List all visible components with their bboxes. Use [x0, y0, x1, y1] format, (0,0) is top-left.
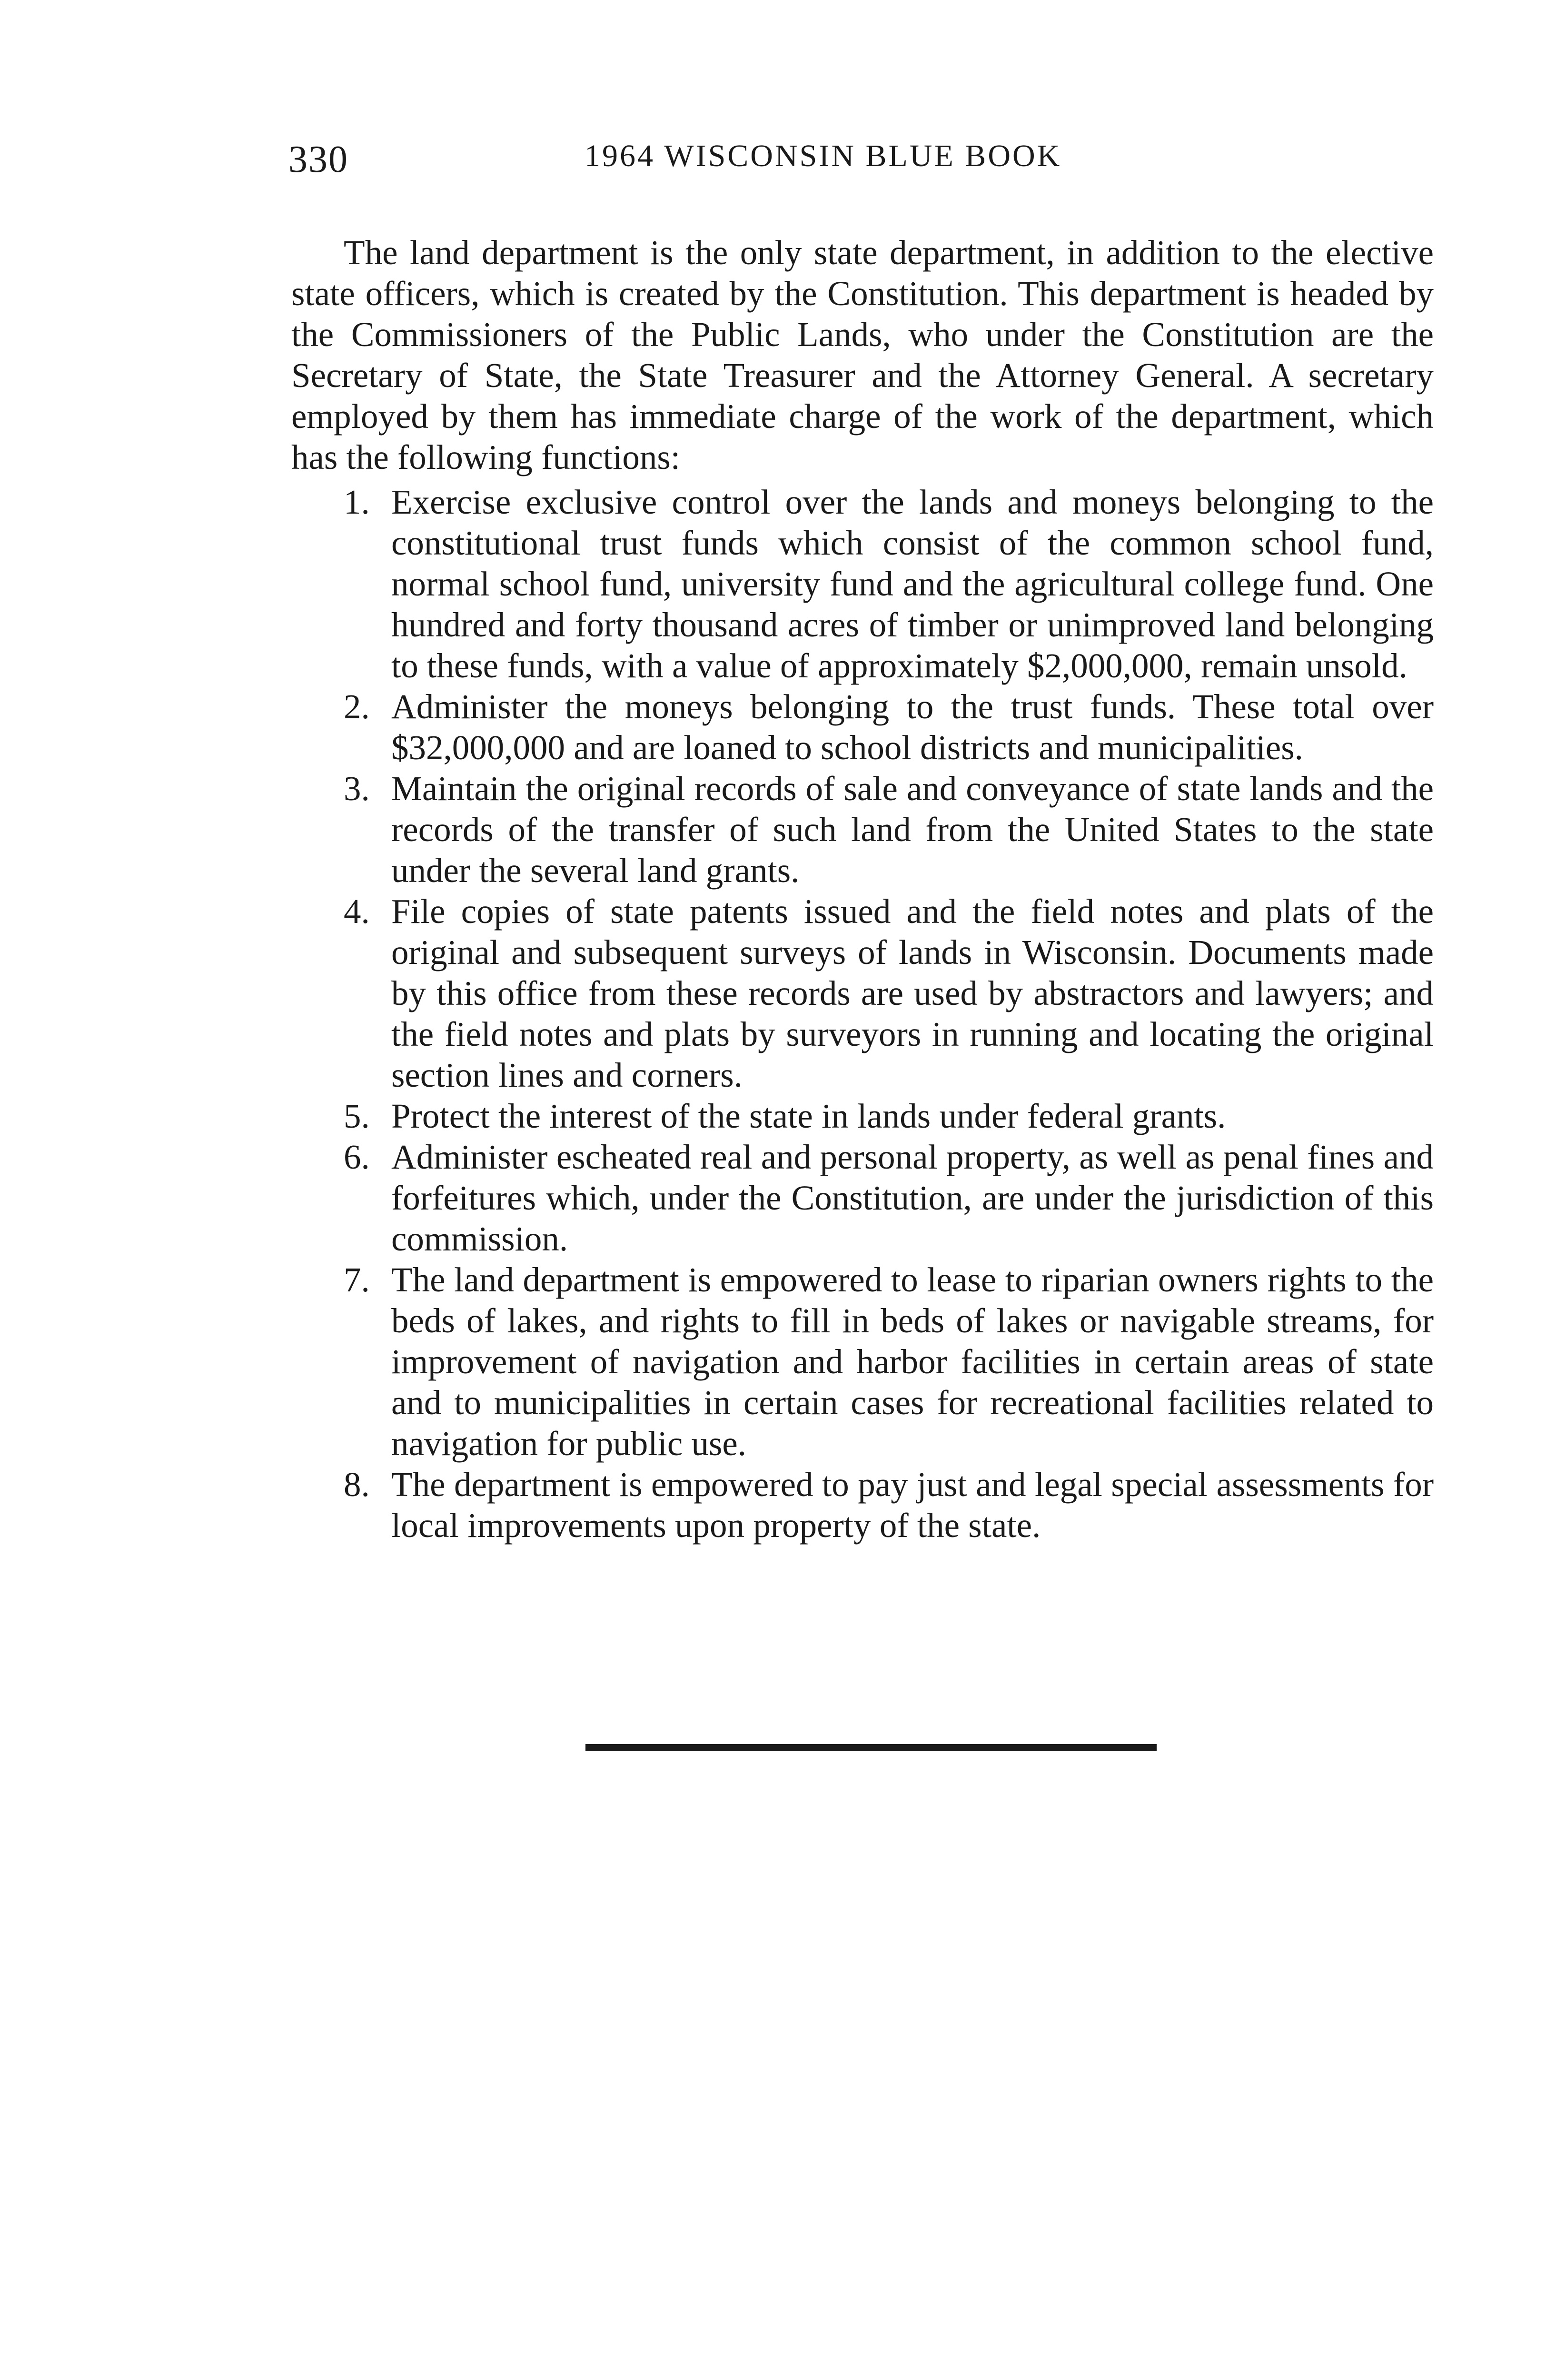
page-number: 330 [288, 139, 348, 180]
function-item [291, 482, 1434, 686]
function-item [291, 686, 1434, 768]
item-text: The land department is empowered to lease to riparian owners rights to the beds of lakes, and rights to fill in beds of lakes or navigable streams, for improvement of navigation and harbor facilities in certain areas of state and to municipalities in certain cases for recreational facilities related to navigation for public use. [391, 1260, 1434, 1463]
item-number: 3. [344, 769, 370, 808]
item-text: Administer escheated real and personal property, as well as penal fines and forfeitures which, under the Constitution, are under the jurisdiction of this commission. [391, 1138, 1434, 1258]
function-item [291, 1137, 1434, 1259]
item-number: 5. [344, 1097, 370, 1135]
body-text [291, 232, 1434, 1546]
item-text: Protect the interest of the state in lands under federal grants. [391, 1097, 1226, 1135]
item-number: 8. [344, 1465, 370, 1504]
running-head: 1964 WISCONSIN BLUE BOOK [585, 139, 1062, 173]
function-item [291, 891, 1434, 1096]
item-text: Maintain the original records of sale and conveyance of state lands and the records of the transfer of such land from the United States to the state under the several land grants. [391, 769, 1434, 890]
function-item [291, 768, 1434, 891]
item-number: 4. [344, 892, 370, 931]
function-item [291, 1096, 1434, 1137]
item-text: Administer the moneys belonging to the trust funds. These total over $32,000,000 and are loaned to school districts and municipalities. [391, 687, 1434, 767]
item-text: The department is empowered to pay just and legal special assessments for local improvements upon property of the state. [391, 1465, 1434, 1545]
item-number: 1. [344, 483, 370, 521]
item-number: 2. [344, 687, 370, 726]
item-number: 7. [344, 1260, 370, 1299]
function-item [291, 1464, 1434, 1546]
function-item [291, 1259, 1434, 1464]
end-rule [585, 1744, 1157, 1751]
item-text: File copies of state patents issued and the field notes and plats of the original and subsequent surveys of lands in Wisconsin. Documents made by this office from these records are used by abstractors and lawyers; and the field notes and plats by surveyors in running and locating the original section lines and corners. [391, 892, 1434, 1094]
item-text: Exercise exclusive control over the lands and moneys belonging to the constitutional trust funds which consist of the common school fund, normal school fund, university fund and the agricultural college fund. One hundred and forty thousand acres of timber or unimproved land belonging to these funds, with a value of approximately $2,000,000, remain unsold. [391, 483, 1434, 685]
item-number: 6. [344, 1138, 370, 1176]
intro-paragraph: The land department is the only state department, in addition to the elective state officers, which is created by the Constitution. This department is headed by the Commissioners of the Public Lands, who under the Constitution are the Secretary of State, the State Treasurer and the Attorney General. A secretary employed by them has immediate charge of the work of the department, which has the following functions: [291, 233, 1434, 476]
functions-list [291, 482, 1434, 1546]
